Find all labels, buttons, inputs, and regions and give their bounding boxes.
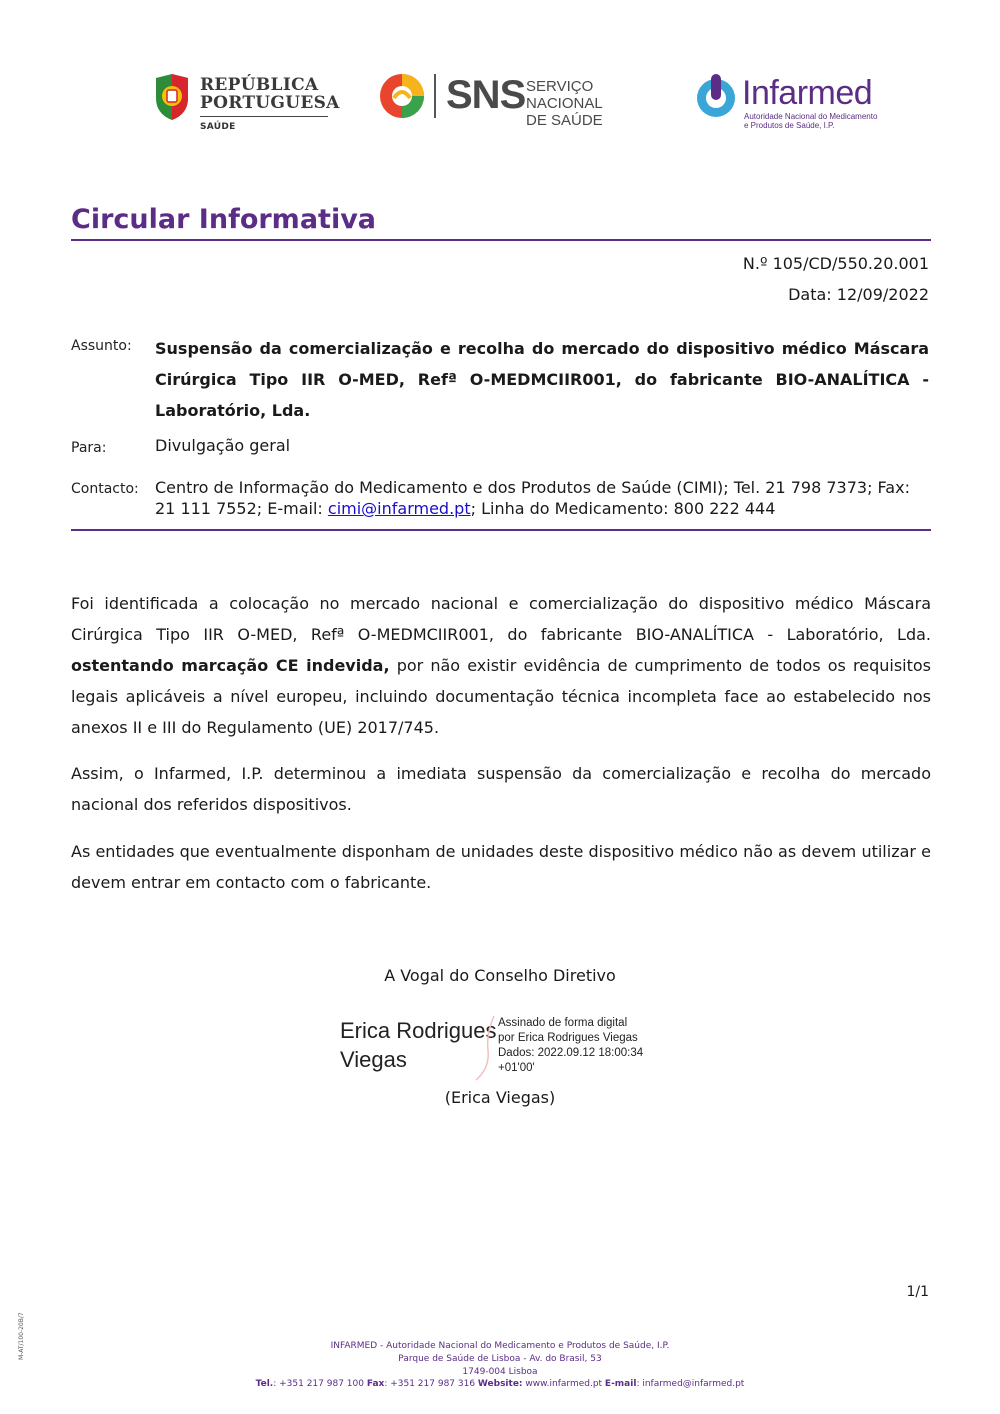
sns-logo [378, 72, 658, 129]
form-code: M-AT/100-20B/7 [18, 1312, 25, 1360]
sig-info-2: por Erica Rodrigues Viegas [498, 1032, 638, 1044]
contact-email-link[interactable]: cimi@infarmed.pt [327, 499, 471, 518]
rp-saude-label: SAÚDE [200, 122, 236, 132]
page-number: 1/1 [906, 1284, 929, 1300]
footer-tel: : +351 217 987 100 [273, 1379, 367, 1389]
p1-bold: ostentando marcação CE indevida, [71, 656, 390, 675]
sns-line1: SERVIÇO NACIONAL [526, 78, 603, 112]
infarmed-logo [694, 72, 884, 134]
footer-email-label: E-mail [604, 1379, 637, 1389]
footer-fax: : +351 217 987 316 [384, 1379, 478, 1389]
sns-acronym: SNS [446, 73, 526, 117]
body-paragraph-1 [71, 588, 931, 743]
signature-name-line1: Erica Rodrigues [340, 1018, 497, 1043]
sig-info-4: +01'00' [498, 1062, 535, 1074]
footer-tel-label: Tel. [255, 1379, 274, 1389]
sig-info-1: Assinado de forma digital [498, 1017, 628, 1029]
footer-line-3: 1749-004 Lisboa [462, 1367, 538, 1377]
sns-emblem-icon [378, 72, 426, 120]
footer-line-2: Parque de Saúde de Lisboa - Av. do Brasil, 53 [398, 1354, 602, 1364]
body-paragraph-2: Assim, o Infarmed, I.P. determinou a imediata suspensão da comercialização e recolha do mercado nacional dos referidos dispositivos. [71, 764, 931, 814]
footer-line-1: INFARMED - Autoridade Nacional do Medicamento e Produtos de Saúde, I.P. [330, 1341, 670, 1351]
title-rule [71, 239, 931, 241]
footer-fax-label: Fax [366, 1379, 385, 1389]
sns-line2: DE SAÚDE [526, 112, 603, 129]
p1-text-a: Foi identificada a colocação no mercado nacional e comercialização do dispositivo médico Máscara Cirúrgica Tipo IIR O-MED, Refª O-MEDMCIIR001, do fabricante BIO-ANALÍTICA - Laboratório, Lda. [71, 594, 931, 644]
footer-email[interactable]: : infarmed@infarmed.pt [636, 1379, 745, 1389]
para-label: Para: [71, 440, 107, 456]
reference-number: N.º 105/CD/550.20.001 [742, 254, 929, 273]
contact-text-before: Centro de Informação do Medicamento e dos Produtos de Saúde (CIMI); Tel. 21 798 7373; Fax: 21 111 7552; E-mail: [155, 478, 910, 518]
footer-contacts [0, 1378, 1000, 1391]
signatory-printed-name: (Erica Viegas) [444, 1088, 556, 1107]
p1-text-b: por não existir evidência de cumprimento de todos os requisitos legais aplicáveis a nível europeu, incluindo documentação técnica incompleta face ao estabelecido nos anexos II e III do Regulamento (UE) 2017/745. [71, 656, 932, 737]
republica-portuguesa-logo [152, 72, 342, 136]
sig-info-3: Dados: 2022.09.12 18:00:34 [498, 1047, 644, 1059]
digital-signature-info [498, 1016, 643, 1076]
infarmed-sub2: e Produtos de Saúde, I.P. [744, 121, 835, 130]
header-bottom-rule [71, 529, 931, 531]
infarmed-sub1: Autoridade Nacional do Medicamento [744, 112, 878, 121]
footer-web[interactable]: www.infarmed.pt [522, 1379, 605, 1389]
para-value: Divulgação geral [155, 436, 291, 455]
footer-web-label: Website: [477, 1379, 523, 1389]
subject-label: Assunto: [71, 338, 132, 354]
page-title: Circular Informativa [71, 204, 377, 235]
rp-line2: PORTUGUESA [200, 93, 340, 113]
subject-text: Suspensão da comercialização e recolha do mercado do dispositivo médico Máscara Cirúrgica Tipo IIR O-MED, Refª O-MEDMCIIR001, do fabricante BIO-ANALÍTICA - Laboratório, Lda. [155, 339, 929, 420]
signature-name-line2: Viegas [340, 1047, 407, 1072]
document-date: Data: 12/09/2022 [788, 285, 929, 304]
rp-line1: REPÚBLICA [200, 75, 319, 95]
contact-value [155, 477, 935, 519]
rp-divider [200, 116, 328, 117]
signature-stroke-icon [468, 1014, 498, 1084]
portugal-emblem-icon [152, 74, 192, 120]
contact-text-after: ; Linha do Medicamento: 800 222 444 [470, 499, 776, 518]
signatory-role: A Vogal do Conselho Diretivo [384, 966, 616, 985]
infarmed-wordmark: Infarmed [742, 74, 873, 112]
sns-separator [434, 74, 436, 118]
infarmed-emblem-icon [694, 74, 738, 118]
contact-label: Contacto: [71, 481, 139, 497]
body-paragraph-3: As entidades que eventualmente disponham de unidades deste dispositivo médico não as devem utilizar e devem entrar em contacto com o fabricante. [71, 842, 931, 892]
